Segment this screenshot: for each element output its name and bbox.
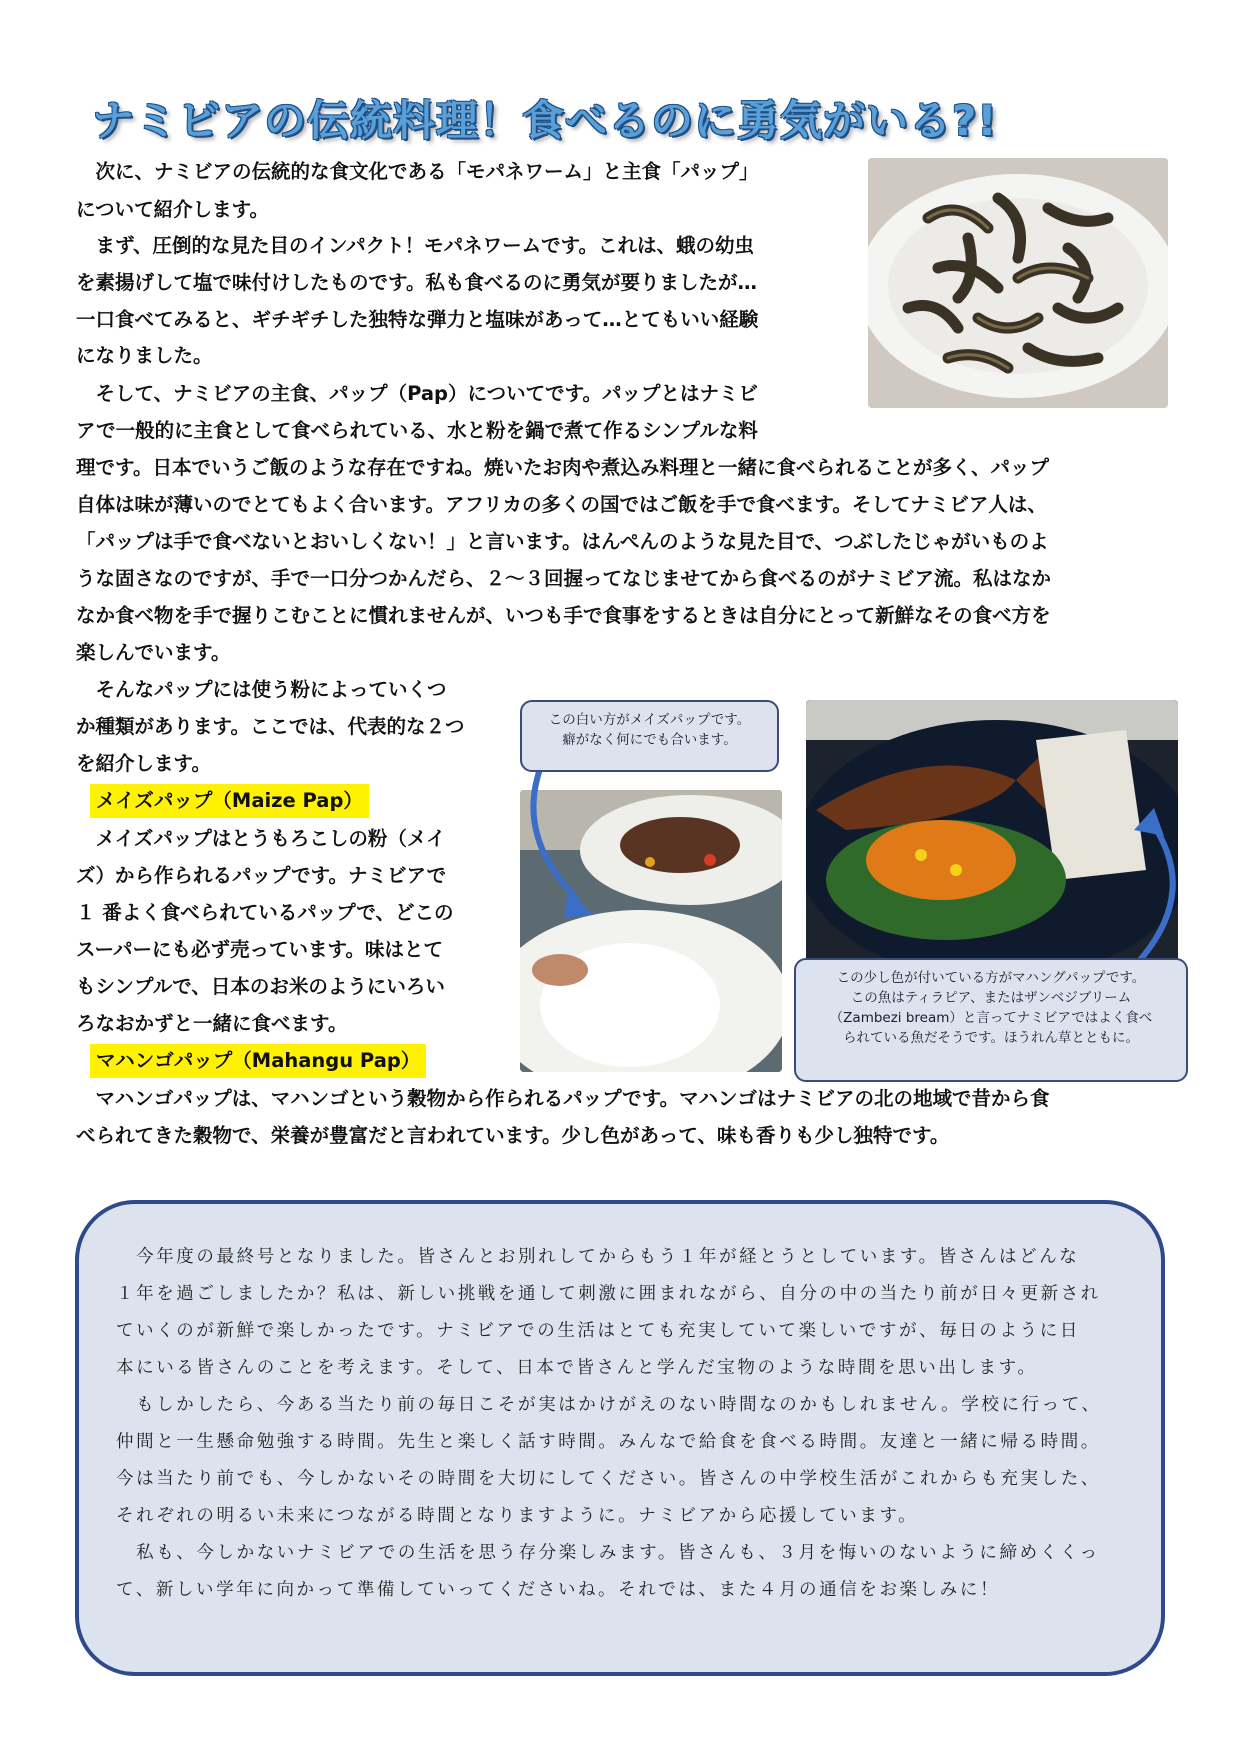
body-line: １ 番よく食べられているパップで、どこの [76, 901, 454, 924]
message-line: 私も、今しかないナミビアでの生活を思う存分楽しみます。皆さんも、３月を悔いのないように締めくくっ [116, 1543, 1100, 1563]
caption-line: この白い方がメイズパップです。 [548, 712, 751, 728]
body-line: になりました。 [76, 344, 213, 367]
body-line: 理です。日本でいうご飯のような存在ですね。焼いたお肉や煮込み料理と一緒に食べられることが多く、パップ [76, 456, 1050, 479]
body-line: アで一般的に主食として食べられている、水と粉を鍋で煮て作るシンプルな料 [76, 419, 758, 442]
body-line: まず、圧倒的な見た目のインパクト！モパネワームです。これは、蛾の幼虫 [76, 234, 755, 257]
message-line: １年を過ごしましたか？私は、新しい挑戦を通して刺激に囲まれながら、自分の中の当たり前が日々更新され [116, 1284, 1101, 1304]
caption-line: 癖がなく何にでも合います。 [562, 732, 737, 748]
body-line: そんなパップには使う粉によっていくつ [76, 678, 447, 701]
message-line: て、新しい学年に向かって準備していってくださいね。それでは、また４月の通信をお楽しみに！ [116, 1580, 1001, 1600]
body-line: うな固さなのですが、手で一口分つかんだら、２～３回握ってなじませてから食べるのがナミビア流。私はなか [76, 567, 1052, 590]
message-line: 今は当たり前でも、今しかないその時間を大切にしてください。皆さんの中学校生活がこれからも充実した、 [116, 1469, 1101, 1489]
body-line: か種類があります。ここでは、代表的な２つ [76, 715, 465, 738]
body-line: を素揚げして塩で味付けしたものです。私も食べるのに勇気が要りましたが… [76, 271, 757, 294]
message-line: それぞれの明るい未来につながる時間となりますように。ナミビアから応援しています。 [116, 1506, 919, 1526]
mopane-worm-photo [868, 158, 1168, 408]
maize-caption [520, 700, 779, 772]
arrow-to-mahangu-icon [1120, 800, 1200, 970]
body-line: 「パップは手で食べないとおいしくない！」と言います。はんぺんのような見た目で、つぶしたじゃがいものよ [76, 530, 1049, 553]
body-line: を紹介します。 [76, 752, 211, 775]
caption-line: この少し色が付いている方がマハングパップです。 [836, 970, 1146, 986]
body-line: スーパーにも必ず売っています。味はとて [76, 938, 443, 961]
body-line: なか食べ物を手で握りこむことに慣れませんが、いつも手で食事をするときは自分にとって新鮮なその食べ方を [76, 604, 1051, 627]
body-line: 一口食べてみると、ギチギチした独特な弾力と塩味があって…とてもいい経験 [76, 308, 759, 331]
caption-line: この魚はティラピア、またはザンベジブリーム [850, 990, 1132, 1006]
body-line: 楽しんでいます。 [76, 641, 231, 664]
message-line: 本にいる皆さんのことを考えます。そして、日本で皆さんと学んだ宝物のような時間を思い出します。 [116, 1358, 1038, 1378]
message-line: 仲間と一生懸命勉強する時間。先生と楽しく話す時間。みんなで給食を食べる時間。友達と一緒に帰る時間。 [116, 1432, 1101, 1452]
body-line: について紹介します。 [76, 198, 270, 221]
body-line: ズ）から作られるパップです。ナミビアで [76, 864, 447, 887]
body-line: メイズパップはとうもろこしの粉（メイ [76, 827, 446, 850]
body-line: べられてきた穀物で、栄養が豊富だと言われています。少し色があって、味も香りも少し独特です。 [76, 1124, 950, 1147]
heading-mahangu-pap: マハンゴパップ（Mahangu Pap） [90, 1044, 426, 1078]
mahangu-caption [794, 958, 1188, 1082]
message-line: ていくのが新鮮で楽しかったです。ナミビアでの生活はとても充実していて楽しいですが、毎日のように日 [116, 1321, 1080, 1341]
body-line: マハンゴパップは、マハンゴという穀物から作られるパップです。マハンゴはナミビアの北の地域で昔から食 [76, 1087, 1050, 1110]
body-line: そして、ナミビアの主食、パップ（Pap）についてです。パップとはナミビ [76, 382, 759, 405]
message-line: 今年度の最終号となりました。皆さんとお別れしてからもう１年が経とうとしています。皆さんはどんな [116, 1247, 1080, 1267]
heading-maize-pap: メイズパップ（Maize Pap） [90, 784, 369, 818]
caption-line: られている魚だそうです。ほうれん草とともに。 [843, 1030, 1139, 1046]
body-line: 次に、ナミビアの伝統的な食文化である「モパネワーム」と主食「パップ」 [76, 160, 759, 183]
body-line: ろなおかずと一緒に食べます。 [76, 1012, 348, 1035]
message-line: もしかしたら、今ある当たり前の毎日こそが実はかけがえのない時間なのかもしれません。学校に行って、 [116, 1395, 1102, 1415]
body-line: 自体は味が薄いのでとてもよく合います。アフリカの多くの国ではご飯を手で食べます。そしてナミビア人は、 [76, 493, 1047, 516]
caption-line: （Zambezi bream）と言ってナミビアではよく食べ [829, 1010, 1153, 1026]
page-title: ナミビアの伝統料理！食べるのに勇気がいる?! [92, 96, 998, 145]
body-line: もシンプルで、日本のお米のようにいろい [76, 975, 445, 998]
